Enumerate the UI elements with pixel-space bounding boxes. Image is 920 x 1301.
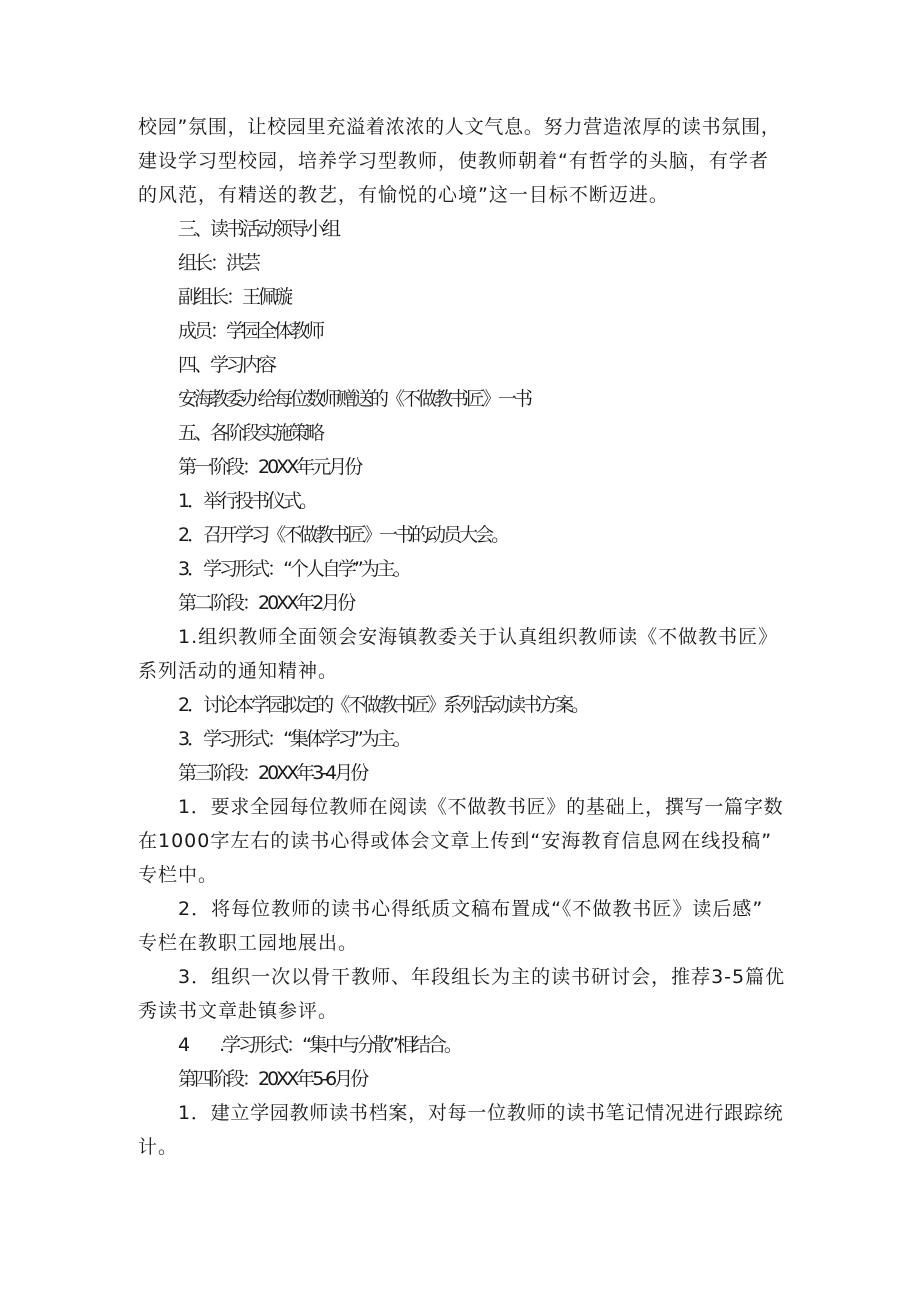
study-content [178,382,828,416]
text-line: 4 .学习形式：“集中与分散”相结合。 [178,1034,460,1056]
text-line: 的风范，有精送的教艺，有愉悦的心境”这一目标不断迈进。 [138,184,669,206]
list-item [178,518,828,552]
stage-one-heading [178,450,828,484]
text-line: 2．召开学习《不做教书匠》一书的动员大会。 [178,524,508,546]
text-line: 副组长：王佩璇 [178,286,291,308]
text-line: 第三阶段：20XX年3-4月份 [178,762,367,784]
list-item [138,892,788,960]
section-heading-leadership [178,212,828,246]
text-line: 组长：洪芸 [178,252,259,274]
text-line: 1．举行投书仪式。 [178,490,316,512]
text-line: 2．将每位教师的读书心得纸质文稿布置成“《不做教书匠》读后感” [178,898,764,920]
text-line: 1.组织教师全面领会安海镇教委关于认真组织教师读《不做教书匠》 [178,626,779,648]
text-line: 专栏在教职工园地展出。 [138,932,359,954]
list-item [138,960,788,1028]
section-heading-strategy [178,416,828,450]
list-item [178,1028,828,1062]
text-line: 建设学习型校园，培养学习型教师，使教师朝着“有哲学的头脑，有学者 [138,150,769,172]
text-line: 计。 [138,1136,179,1158]
stage-two-heading [178,586,828,620]
text-line: 3．学习形式：“个人自学”为主。 [178,558,409,580]
list-item [138,1096,788,1164]
text-line: 2．讨论本学园拟定的《不做教书匠》系列活动读书方案。 [178,694,588,716]
stage-four-heading [178,1062,828,1096]
text-line: 秀读书文章赴镇参评。 [138,1000,339,1022]
text-line: 1．要求全园每位教师在阅读《不做教书匠》的基础上，撰写一篇字数 [178,796,784,818]
heading-text: 三、读书活动领导小组 [178,218,339,240]
heading-text: 五、各阶段实施策略 [178,422,323,444]
intro-paragraph [138,110,788,212]
text-line: 安海教委办给每位数师赠送的《不做教书匠》一书 [178,388,531,410]
list-item [138,790,788,892]
text-line: 在1000字左右的读书心得或体会文章上传到“安海教育信息网在线投稿” [138,830,773,852]
stage-three-heading [178,756,828,790]
text-line: 第一阶段：20XX年元月份 [178,456,361,478]
text-line: 第二阶段：20XX年2月份 [178,592,354,614]
text-line: 1．建立学园教师读书档案，对每一位教师的读书笔记情况进行跟踪统 [178,1102,784,1124]
text-line: 专栏中。 [138,864,219,886]
heading-text: 四、学习内容 [178,354,275,376]
text-line: 3．组织一次以骨干教师、年段组长为主的读书研讨会，推荐3-5篇优 [178,966,786,988]
list-item [138,620,788,688]
list-item [178,484,828,518]
list-item [178,552,828,586]
text-line: 系列活动的通知精神。 [138,660,339,682]
text-line: 校园”氛围，让校园里充溢着浓浓的人文气息。努力营造浓厚的读书氛围， [138,116,781,138]
text-line: 第四阶段：20XX年5-6月份 [178,1068,367,1090]
text-line: 3．学习形式：“集体学习”为主。 [178,728,409,750]
list-item [178,688,828,722]
section-heading-content [178,348,828,382]
text-line: 成员：学园全体教师 [178,320,323,342]
group-leader [178,246,828,280]
list-item [178,722,828,756]
vice-leader [178,280,828,314]
group-members [178,314,828,348]
